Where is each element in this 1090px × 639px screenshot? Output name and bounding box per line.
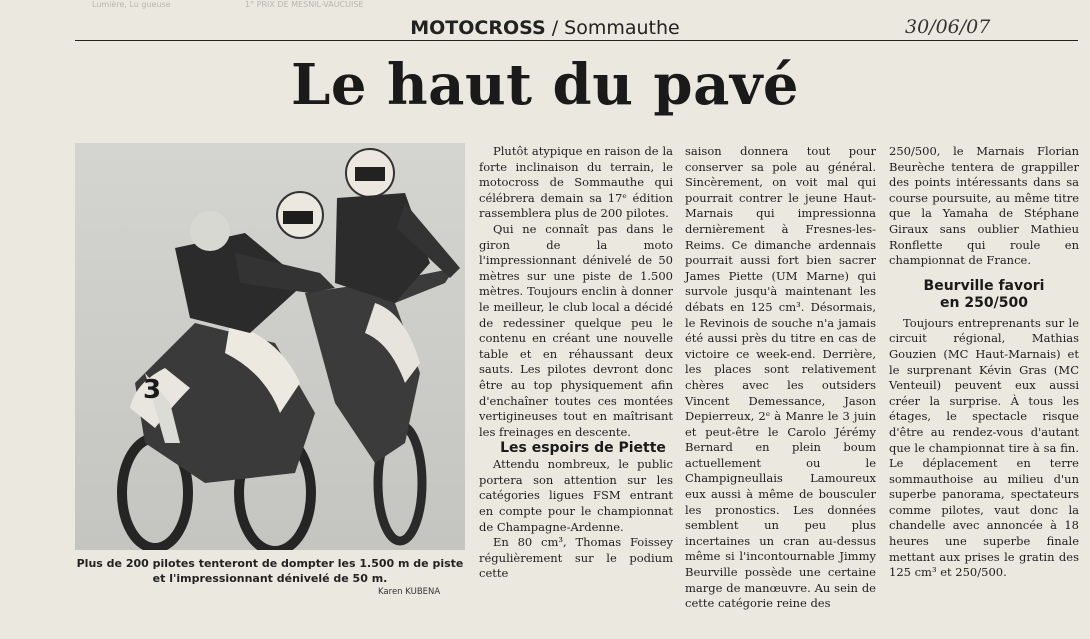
header-rule xyxy=(75,40,1078,41)
headline: Le haut du pavé xyxy=(290,52,800,118)
paragraph: En 80 cm³, Thomas Foissey régulièrement sur le podium cette xyxy=(479,535,673,581)
subheading-line-1: Beurville favori xyxy=(923,277,1045,294)
paragraph: 250/500, le Marnais Florian Beurèche tentera de grappiller des points intéressants dans sa course poursuite, au même titre que la Yamaha de Stéphane Giraux sans oublier Mathieu Ronflette qui roule en championnat de France. xyxy=(889,144,1079,268)
article-column-3 xyxy=(889,144,1079,581)
bleed-through-text-right: 1° PRIX DE MESNIL-VAUCUISE xyxy=(245,0,364,9)
subheading xyxy=(889,278,1079,312)
rider-number-plate: 3 xyxy=(143,375,162,405)
photo-credit: Karen KUBENA xyxy=(378,587,441,597)
paragraph: saison donnera tout pour conserver sa pole au général. Sincèrement, on voit mal qui pourrait contrer le jeune Haut-Marnais qui impressionna dernièrement à Fresnes-les-Reims. Ce dimanche ardennais pourrait aussi fort bien sacrer James Piette (UM Marne) qui survole jusqu'à maintenant les débats en 125 cm³. Désormais, le Revinois de souche n'a jamais été aussi près du titre en cas de victoire ce week-end. Derrière, les places sont relativement chères avec les outsiders Vincent Demessance, Jason Depierreux, 2ᵉ à Manre le 3 juin et peut-être le Carolo Jérémy Bernard en plein boum actuellement ou le Champigneullais Lamoureux eux aussi à même de bousculer les pronostics. Les données semblent un peu plus incertaines un cran au-dessus même si l'incontournable Jimmy Beurville possède une certaine marge de manœuvre. Au sein de cette catégorie reine des xyxy=(685,144,876,611)
subheading: Les espoirs de Piette xyxy=(500,440,666,457)
motocross-riders-illustration xyxy=(75,143,465,550)
paragraph: Toujours entreprenants sur le circuit régional, Mathias Gouzien (MC Haut-Marnais) et le surprenant Kévin Gras (MC Venteuil) peuvent eux aussi créer la surprise. À tous les étages, le spectacle risque d'être au rendez-vous d'autant que le championnat tire à sa fin. Le déplacement en terre sommauthoise au milieu d'un superbe panorama, spectateurs comme pilotes, vaut donc la chandelle avec annoncée à 18 heures une superbe finale mettant aux prises le gratin des 125 cm³ et 250/500. xyxy=(889,315,1079,580)
subheading-line-2: en 250/500 xyxy=(940,294,1028,311)
rubric-category: MOTOCROSS xyxy=(410,17,546,39)
article-column-2 xyxy=(685,144,876,612)
rubric-separator: / xyxy=(545,17,565,39)
photo-caption xyxy=(75,556,465,586)
handwritten-date: 30/06/07 xyxy=(905,16,991,38)
paragraph: Qui ne connaît pas dans le giron de la moto l'impressionnant dénivelé de 50 mètres sur une piste de 1.500 mètres. Toujours enclin à donner le meilleur, le club local a décidé de redessiner quelque peu le contenu en créant une nouvelle table et en réhaussant deux sauts. Les pilotes devront donc être au top physiquement afin d'enchaîner toutes ces montées vertigineuses tout en maîtrisant les freinages en descente. xyxy=(479,221,673,439)
article-column-1 xyxy=(479,144,673,582)
rubric-location: Sommauthe xyxy=(564,17,680,39)
article-photo xyxy=(75,143,465,550)
caption-line-1: Plus de 200 pilotes tenteront de dompter les 1.500 m de piste xyxy=(76,557,464,570)
paragraph: Plutôt atypique en raison de la forte inclinaison du terrain, le motocross de Sommauthe qui célébrera demain sa 17ᵉ édition rassemblera plus de 200 pilotes. xyxy=(479,144,673,221)
paragraph: Attendu nombreux, le public portera son attention sur les catégories ligues FSM entrant en compte pour le championnat de Champagne-Ardenne. xyxy=(479,457,673,534)
caption-line-2: et l'impressionnant dénivelé de 50 m. xyxy=(152,572,388,585)
bleed-through-text-left: Lumière, Lu gueuse xyxy=(92,0,171,9)
